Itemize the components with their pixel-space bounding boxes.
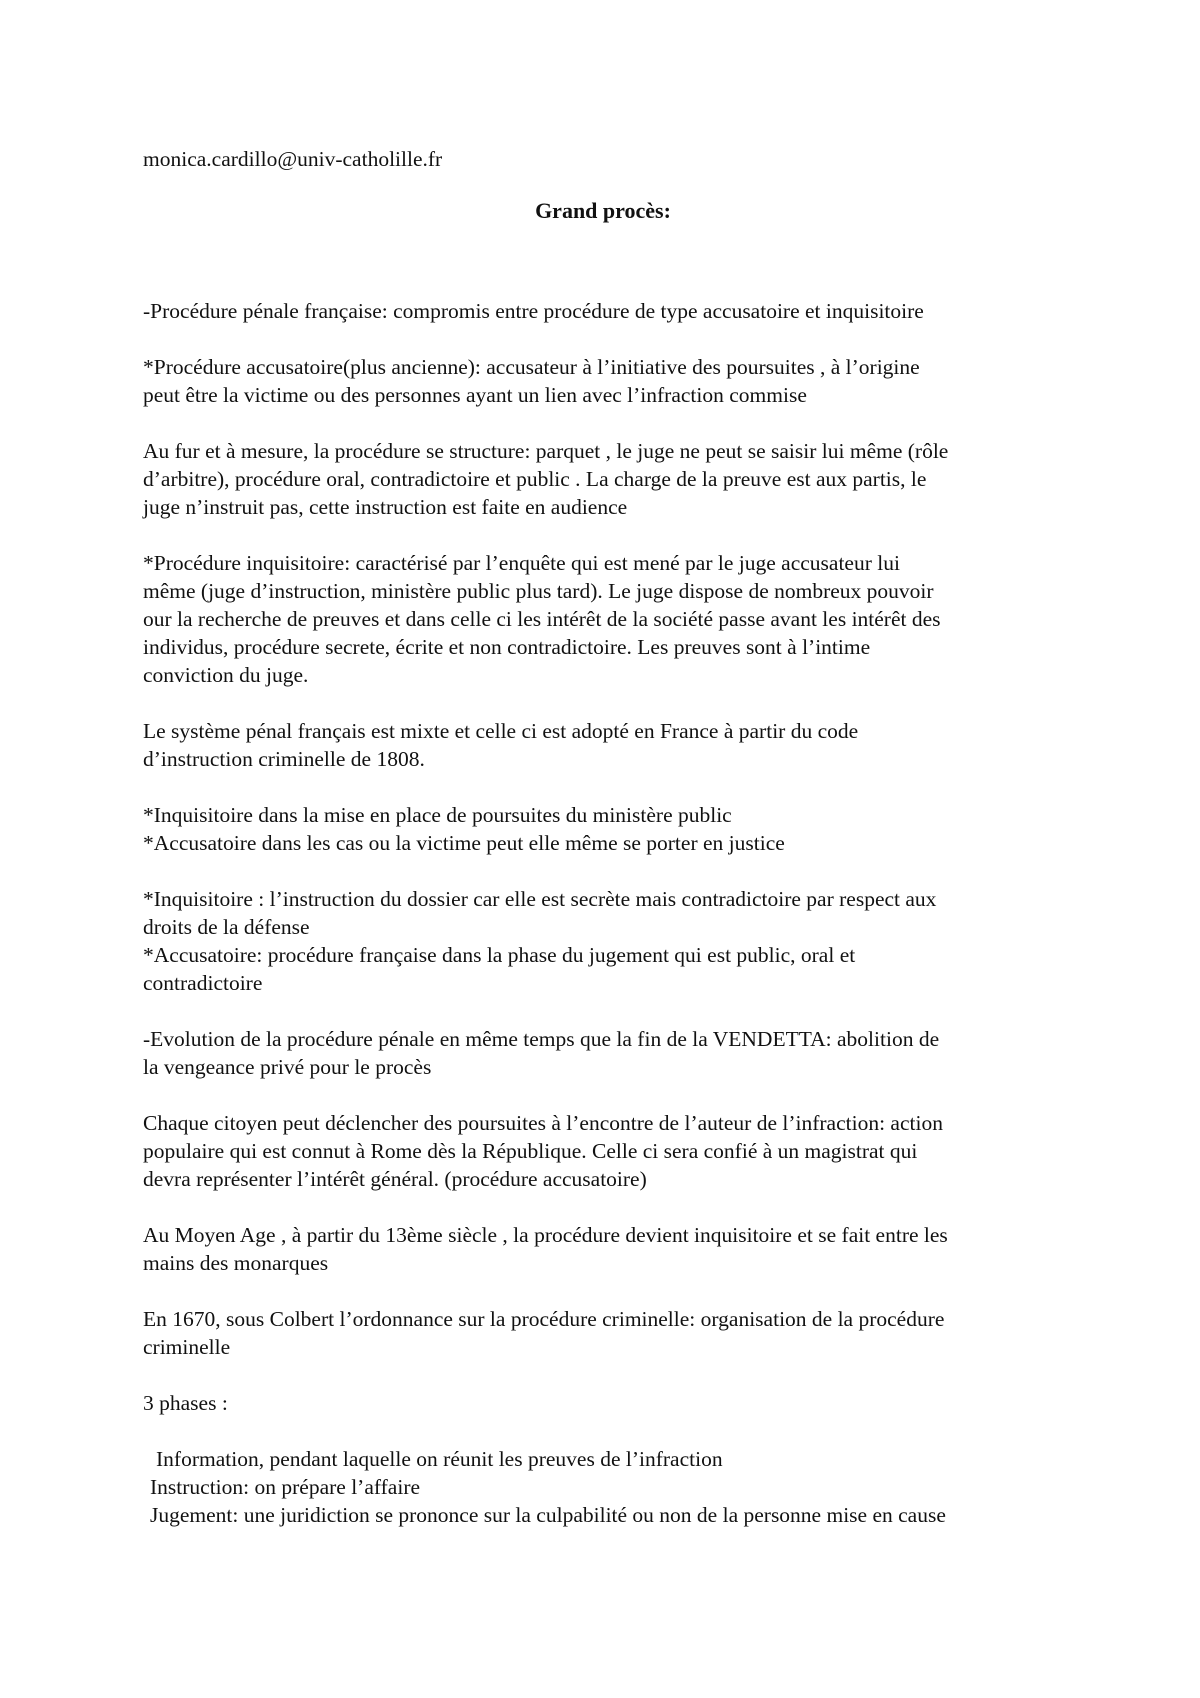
phase-item-instruction: Instruction: on prépare l’affaire bbox=[150, 1475, 421, 1499]
text-line: individus, procédure secrete, écrite et non contradictoire. Les preuves sont à l’intime bbox=[143, 635, 871, 659]
text-line: En 1670, sous Colbert l’ordonnance sur la procédure criminelle: organisation de la procédure bbox=[143, 1307, 945, 1331]
paragraph-mise-en-place bbox=[143, 801, 1063, 857]
paragraph-action-populaire bbox=[143, 1109, 1063, 1193]
text-line: d’instruction criminelle de 1808. bbox=[143, 747, 425, 771]
document-title: Grand procès: bbox=[535, 198, 671, 223]
paragraph-accusatoire bbox=[143, 353, 1063, 409]
text-line: conviction du juge. bbox=[143, 663, 309, 687]
text-line: *Procédure accusatoire(plus ancienne): accusateur à l’initiative des poursuites , à l’origine bbox=[143, 355, 920, 379]
paragraph-systeme-mixte bbox=[143, 717, 1063, 773]
paragraph-three-phases bbox=[143, 1389, 1063, 1417]
text-line: *Inquisitoire dans la mise en place de poursuites du ministère public bbox=[143, 803, 732, 827]
text-line: *Inquisitoire : l’instruction du dossier car elle est secrète mais contradictoire par respect aux bbox=[143, 887, 937, 911]
paragraph-colbert bbox=[143, 1305, 1063, 1361]
phase-item-information: Information, pendant laquelle on réunit les preuves de l’infraction bbox=[156, 1447, 723, 1471]
text-line: criminelle bbox=[143, 1335, 231, 1359]
paragraph-instruction-jugement bbox=[143, 885, 1063, 997]
text-line: devra représenter l’intérêt général. (procédure accusatoire) bbox=[143, 1167, 647, 1191]
text-line: populaire qui est connut à Rome dès la République. Celle ci sera confié à un magistrat qui bbox=[143, 1139, 918, 1163]
text-line: *Accusatoire dans les cas ou la victime peut elle même se porter en justice bbox=[143, 831, 785, 855]
text-line: -Procédure pénale française: compromis entre procédure de type accusatoire et inquisitoire bbox=[143, 299, 924, 323]
text-line: d’arbitre), procédure oral, contradictoire et public . La charge de la preuve est aux partis, le bbox=[143, 467, 927, 491]
text-line: 3 phases : bbox=[143, 1391, 228, 1415]
paragraph-vendetta bbox=[143, 1025, 1063, 1081]
text-line: Au Moyen Age , à partir du 13ème siècle , la procédure devient inquisitoire et se fait entre les bbox=[143, 1223, 948, 1247]
text-line: our la recherche de preuves et dans celle ci les intérêt de la société passe avant les intérêt des bbox=[143, 607, 941, 631]
text-line: mains des monarques bbox=[143, 1251, 329, 1275]
text-line: la vengeance privé pour le procès bbox=[143, 1055, 432, 1079]
text-line: -Evolution de la procédure pénale en même temps que la fin de la VENDETTA: abolition de bbox=[143, 1027, 940, 1051]
text-line: juge n’instruit pas, cette instruction est faite en audience bbox=[143, 495, 628, 519]
text-line: droits de la défense bbox=[143, 915, 310, 939]
text-line: peut être la victime ou des personnes ayant un lien avec l’infraction commise bbox=[143, 383, 807, 407]
spacer bbox=[143, 225, 1063, 297]
text-line: Le système pénal français est mixte et celle ci est adopté en France à partir du code bbox=[143, 719, 859, 743]
paragraph-moyen-age bbox=[143, 1221, 1063, 1277]
author-email: monica.cardillo@univ-catholille.fr bbox=[143, 147, 443, 171]
text-line: Au fur et à mesure, la procédure se structure: parquet , le juge ne peut se saisir lui même (rôle bbox=[143, 439, 949, 463]
paragraph-procedure-penale bbox=[143, 297, 1063, 325]
paragraph-inquisitoire bbox=[143, 549, 1063, 689]
phases-list bbox=[143, 1445, 1063, 1529]
paragraph-structure bbox=[143, 437, 1063, 521]
text-line: même (juge d’instruction, ministère public plus tard). Le juge dispose de nombreux pouvoir bbox=[143, 579, 934, 603]
text-line: *Procédure inquisitoire: caractérisé par l’enquête qui est mené par le juge accusateur lui bbox=[143, 551, 900, 575]
document-body bbox=[143, 145, 1063, 1529]
text-line: *Accusatoire: procédure française dans la phase du jugement qui est public, oral et bbox=[143, 943, 856, 967]
text-line: contradictoire bbox=[143, 971, 263, 995]
phase-item-jugement: Jugement: une juridiction se prononce sur la culpabilité ou non de la personne mise en cause bbox=[150, 1503, 946, 1527]
text-line: Chaque citoyen peut déclencher des poursuites à l’encontre de l’auteur de l’infraction: action bbox=[143, 1111, 943, 1135]
